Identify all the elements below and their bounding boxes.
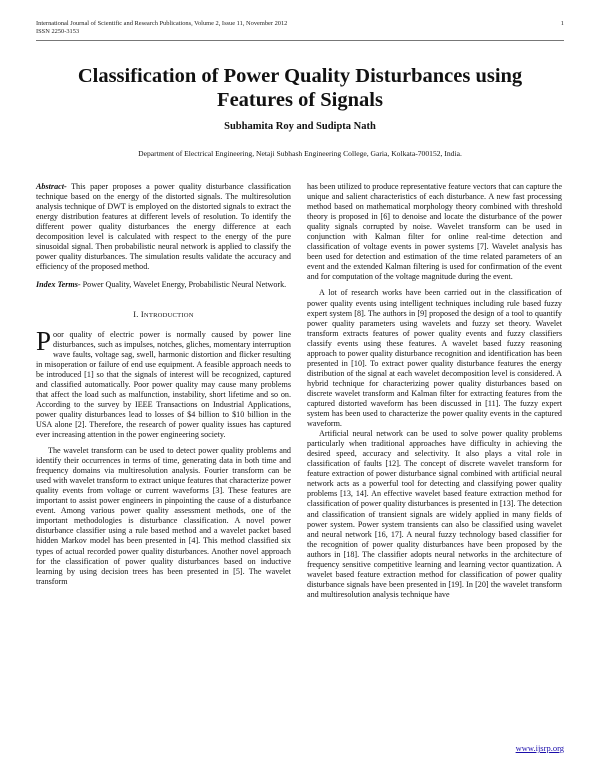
drop-cap: P — [36, 325, 52, 356]
paper-authors: Subhamita Roy and Sudipta Nath — [224, 121, 376, 132]
journal-line: International Journal of Scientific and Research Publications, Volume 2, Issue 11, November 2012 — [36, 20, 288, 27]
page-number: 1 — [560, 20, 564, 27]
intro-paragraph-2: The wavelet transform can be used to detect power quality problems and identify their occurrences in terms of time, generating data in both time and frequency domains via multiresolution analysis. Fourier transform can be used with wavelet transform to extract unique features that characterize power quality events from voltage or current waveforms [3]. These features are important to assist power engineers in pinpointing the cause of a disturbance event. Among various power quality assessment methods, one of the important methodologies is disturbance classification. A novel power disturbance classifier using a rule based method and a wavelet packet based hidden Markov model has been presented in [4]. This method classified six types of actual recorded power quality disturbances. Another novel approach for the classification of power quality disturbances based on inductive learning by using decision trees has been presented in [5]. The wavelet transform — [36, 446, 291, 586]
paper-affiliation: Department of Electrical Engineering, Netaji Subhash Engineering College, Garia, Kolkata-700152, India. — [138, 149, 462, 158]
index-terms — [36, 280, 291, 290]
section-title-rest: NTRODUCTION — [143, 312, 194, 320]
abstract-label: Abstract- — [36, 182, 67, 191]
index-terms-text: - Power Quality, Wavelet Energy, Probabilistic Neural Network. — [77, 280, 287, 290]
journal-website-link[interactable]: www.ijsrp.org — [515, 743, 564, 753]
paper-title: Classification of Power Quality Disturbances using Features of Signals — [77, 65, 523, 111]
right-paragraph-2: A lot of research works have been carried out in the classification of power quality events using intelligent techniques including rule based fuzzy expert system [8]. The authors in [9] proposed the design of a tool to quantify power quality parameters using wavelets and fuzzy set theory. Wavelet transform extracts features of power quality events and fuzzy classifiers classify events using these features. A wavelet based fuzzy reasoning approach to power quality disturbance recognition and identification has been presented in [10]. To extract power quality disturbance features the energy distribution of the signal at each wavelet decomposition level is considered. A hybrid technique for characterizing power quality disturbances based on discrete wavelet transform and Kalman filter for extracting features from the captured distorted waveform has been discussed in [11]. The fuzzy expert system has been used to characterize the power quality events in the captured waveform. — [307, 288, 562, 429]
right-paragraph-1: has been utilized to produce representative feature vectors that can capture the unique and salient characteristics of each disturbance. A new fast processing method based on mathematical morphology theory combined with threshold theory is proposed in [6] to denoise and locate the disturbance of the power quality signals corrupted by noise. Wavelet transform can be used in conjunction with Kalman filter for online real-time detection and classification of voltage events in power systems [7]. Wavelet analysis has been used for detection and estimation of the time related parameters of an event and the extended Kalman filtering is used for confirmation of the event and for computation of the voltage magnitude during the event. — [307, 182, 562, 282]
section-heading — [36, 310, 291, 321]
left-column — [36, 182, 291, 587]
section-number: I. — [133, 310, 139, 320]
intro-paragraph-1-text: oor quality of electric power is normally caused by power line disturbances, such as impulses, notches, gliches, momentary interruption wave faults, voltage sag, swell, harmonic distortion and flicker resulting in misoperation or failure of end use equipment. A feasible approach needs to be introduced [1] so that the signals of interest will be recognized, captured and classified automatically. Poor power quality may cause many problems that affect the load such as malfunction, instability, short lifetime and so on. According to the survey by IEEE Transactions on Industrial Applications, power quality disturbances lead to losses of $4 billion to $10 billion in the USA alone [2]. Therefore, the research of power quality issues has captured ever increasing attention in the power engineering society. — [36, 329, 291, 439]
section-title-first: I — [140, 310, 144, 320]
abstract-text: This paper proposes a power quality disturbance classification technique based on the energy of the distorted signals. The multiresolution analysis technique of DWT is employed on the distorted signals to extract the energy distribution features at different levels of resolution. To identify the different power quality disturbances the energy difference at each decomposition level is calculated with respect to the energy of the pure sinusoidal signal. Then probabilistic neural network is applied to classify the power quality disturbances. The simulation results validate the accuracy and efficiency of the proposed method. — [36, 182, 291, 272]
header-rule — [36, 40, 564, 41]
right-paragraph-3: Artificial neural network can be used to solve power quality problems particularly when traditional approaches have difficulty in achieving the desired speed, accuracy and selectivity. It also plays a vital role in classification of faults [12]. The concept of discrete wavelet transform for feature extraction of power disturbance signal combined with artificial neural network acts as a powerful tool for detecting and classifying power quality problems [13, 14]. An effective wavelet based feature extraction method for classification of power quality disturbances is presented in [13]. The detection and classification of transient signals are widely applied in many fields of power system. Power system transients can also be classified using wavelet and neural network [16, 17]. A neural fuzzy technology based classifier for the recognition of power quality disturbances have been proposed by the authors in [18]. The classifier adopts neural networks in the architecture of frequency sensitive competitive learning and learning vector quantization. A wavelet based feature extraction method for classification of power quality disturbance signals have been presented in [19]. In [20] the wavelet transform and multiresolution analysis technique have — [307, 429, 562, 599]
issn: ISSN 2250-3153 — [36, 28, 80, 35]
right-column — [307, 182, 562, 600]
index-terms-label: Index Terms — [36, 280, 78, 290]
running-header — [36, 20, 564, 36]
abstract — [36, 182, 291, 272]
intro-paragraph-1 — [36, 325, 291, 441]
